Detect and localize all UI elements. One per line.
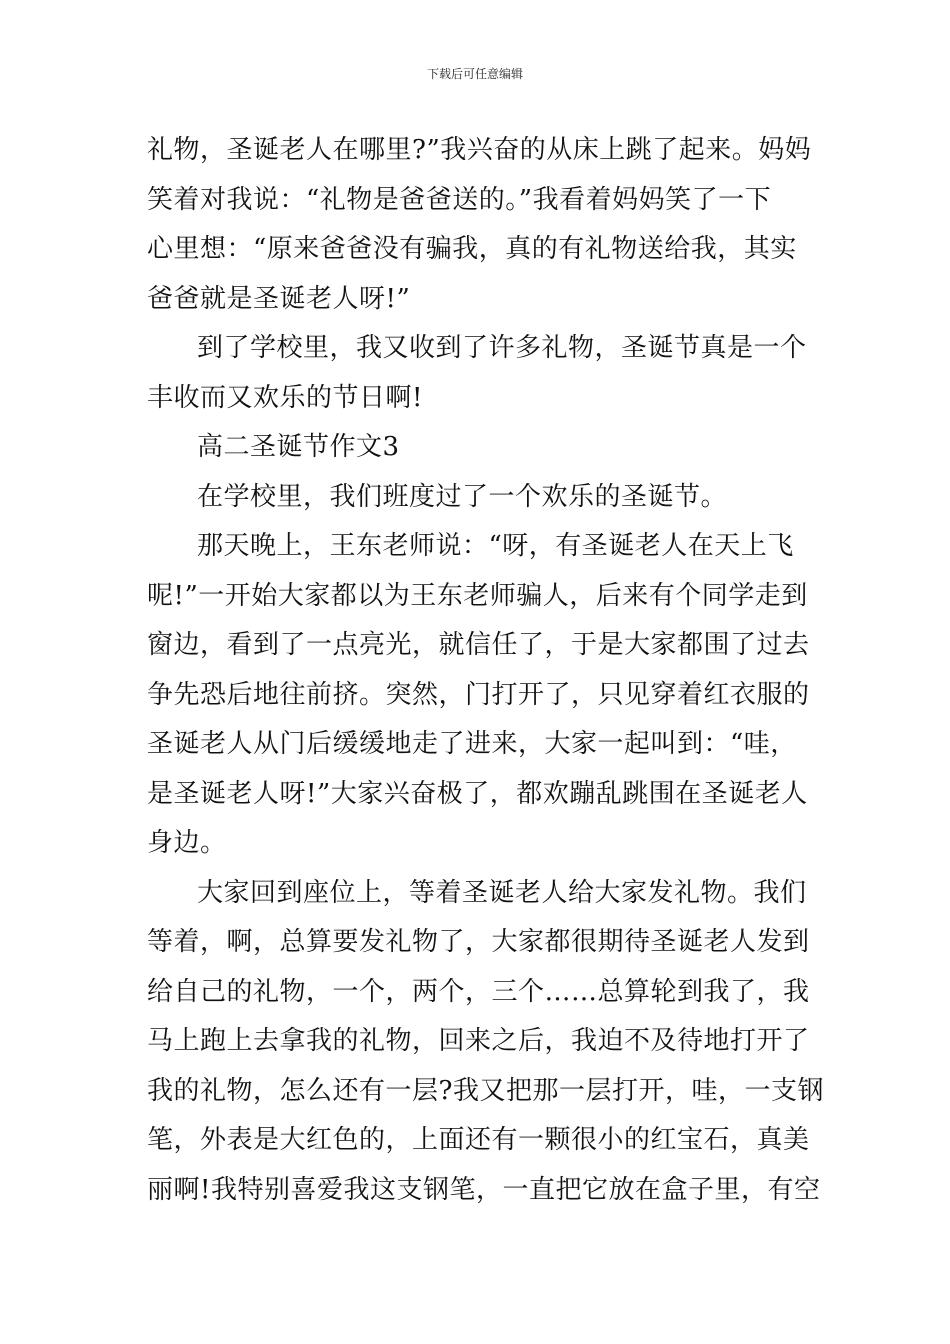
text-line: 大家回到座位上，等着圣诞老人给大家发礼物。我们 xyxy=(197,877,807,908)
text-line: 爸爸就是圣诞老人呀!” xyxy=(147,283,411,314)
text-line: 心里想：“原来爸爸没有骗我，真的有礼物送给我，其实 xyxy=(147,234,797,264)
page-header: 下载后可任意编辑 xyxy=(426,67,523,81)
text-line: 笔，外表是大红色的，上面还有一颗很小的红宝石，真美 xyxy=(147,1125,810,1155)
text-line: 是圣诞老人呀!”大家兴奋极了，都欢蹦乱跳围在圣诞老人 xyxy=(147,778,808,809)
document-body xyxy=(147,126,824,1215)
text-line: 笑着对我说：“礼物是爸爸送的。”我看着妈妈笑了一下 xyxy=(147,184,772,215)
text-line: 圣诞老人从门后缓缓地走了进来，大家一起叫到：“哇， xyxy=(147,729,797,759)
text-line: 身边。 xyxy=(147,828,227,858)
text-line: 丽啊!我特别喜爱我这支钢笔，一直把它放在盒子里，有空 xyxy=(147,1174,821,1205)
text-line: 我的礼物，怎么还有一层?我又把那一层打开，哇，一支钢 xyxy=(147,1075,824,1106)
text-line: 在学校里，我们班度过了一个欢乐的圣诞节。 xyxy=(197,481,728,512)
text-line: 给自己的礼物，一个，两个，三个……总算轮到我了，我 xyxy=(147,976,810,1007)
text-line: 等着，啊，总算要发礼物了，大家都很期待圣诞老人发到 xyxy=(147,927,810,957)
text-line: 呢!”一开始大家都以为王东老师骗人，后来有个同学走到 xyxy=(147,580,808,611)
text-line: 礼物，圣诞老人在哪里?”我兴奋的从床上跳了起来。妈妈 xyxy=(147,135,812,165)
text-line: 马上跑上去拿我的礼物，回来之后，我迫不及待地打开了 xyxy=(147,1026,810,1056)
section-heading: 高二圣诞节作文3 xyxy=(197,432,400,462)
text-line: 窗边，看到了一点亮光，就信任了，于是大家都围了过去 xyxy=(147,630,810,660)
text-line: 丰收而又欢乐的节日啊! xyxy=(147,382,423,413)
text-line: 争先恐后地往前挤。突然，门打开了，只见穿着红衣服的 xyxy=(147,679,810,710)
text-line: 那天晚上，王东老师说：“呀，有圣诞老人在天上飞 xyxy=(197,531,794,561)
text-line: 到了学校里，我又收到了许多礼物，圣诞节真是一个 xyxy=(197,333,807,363)
